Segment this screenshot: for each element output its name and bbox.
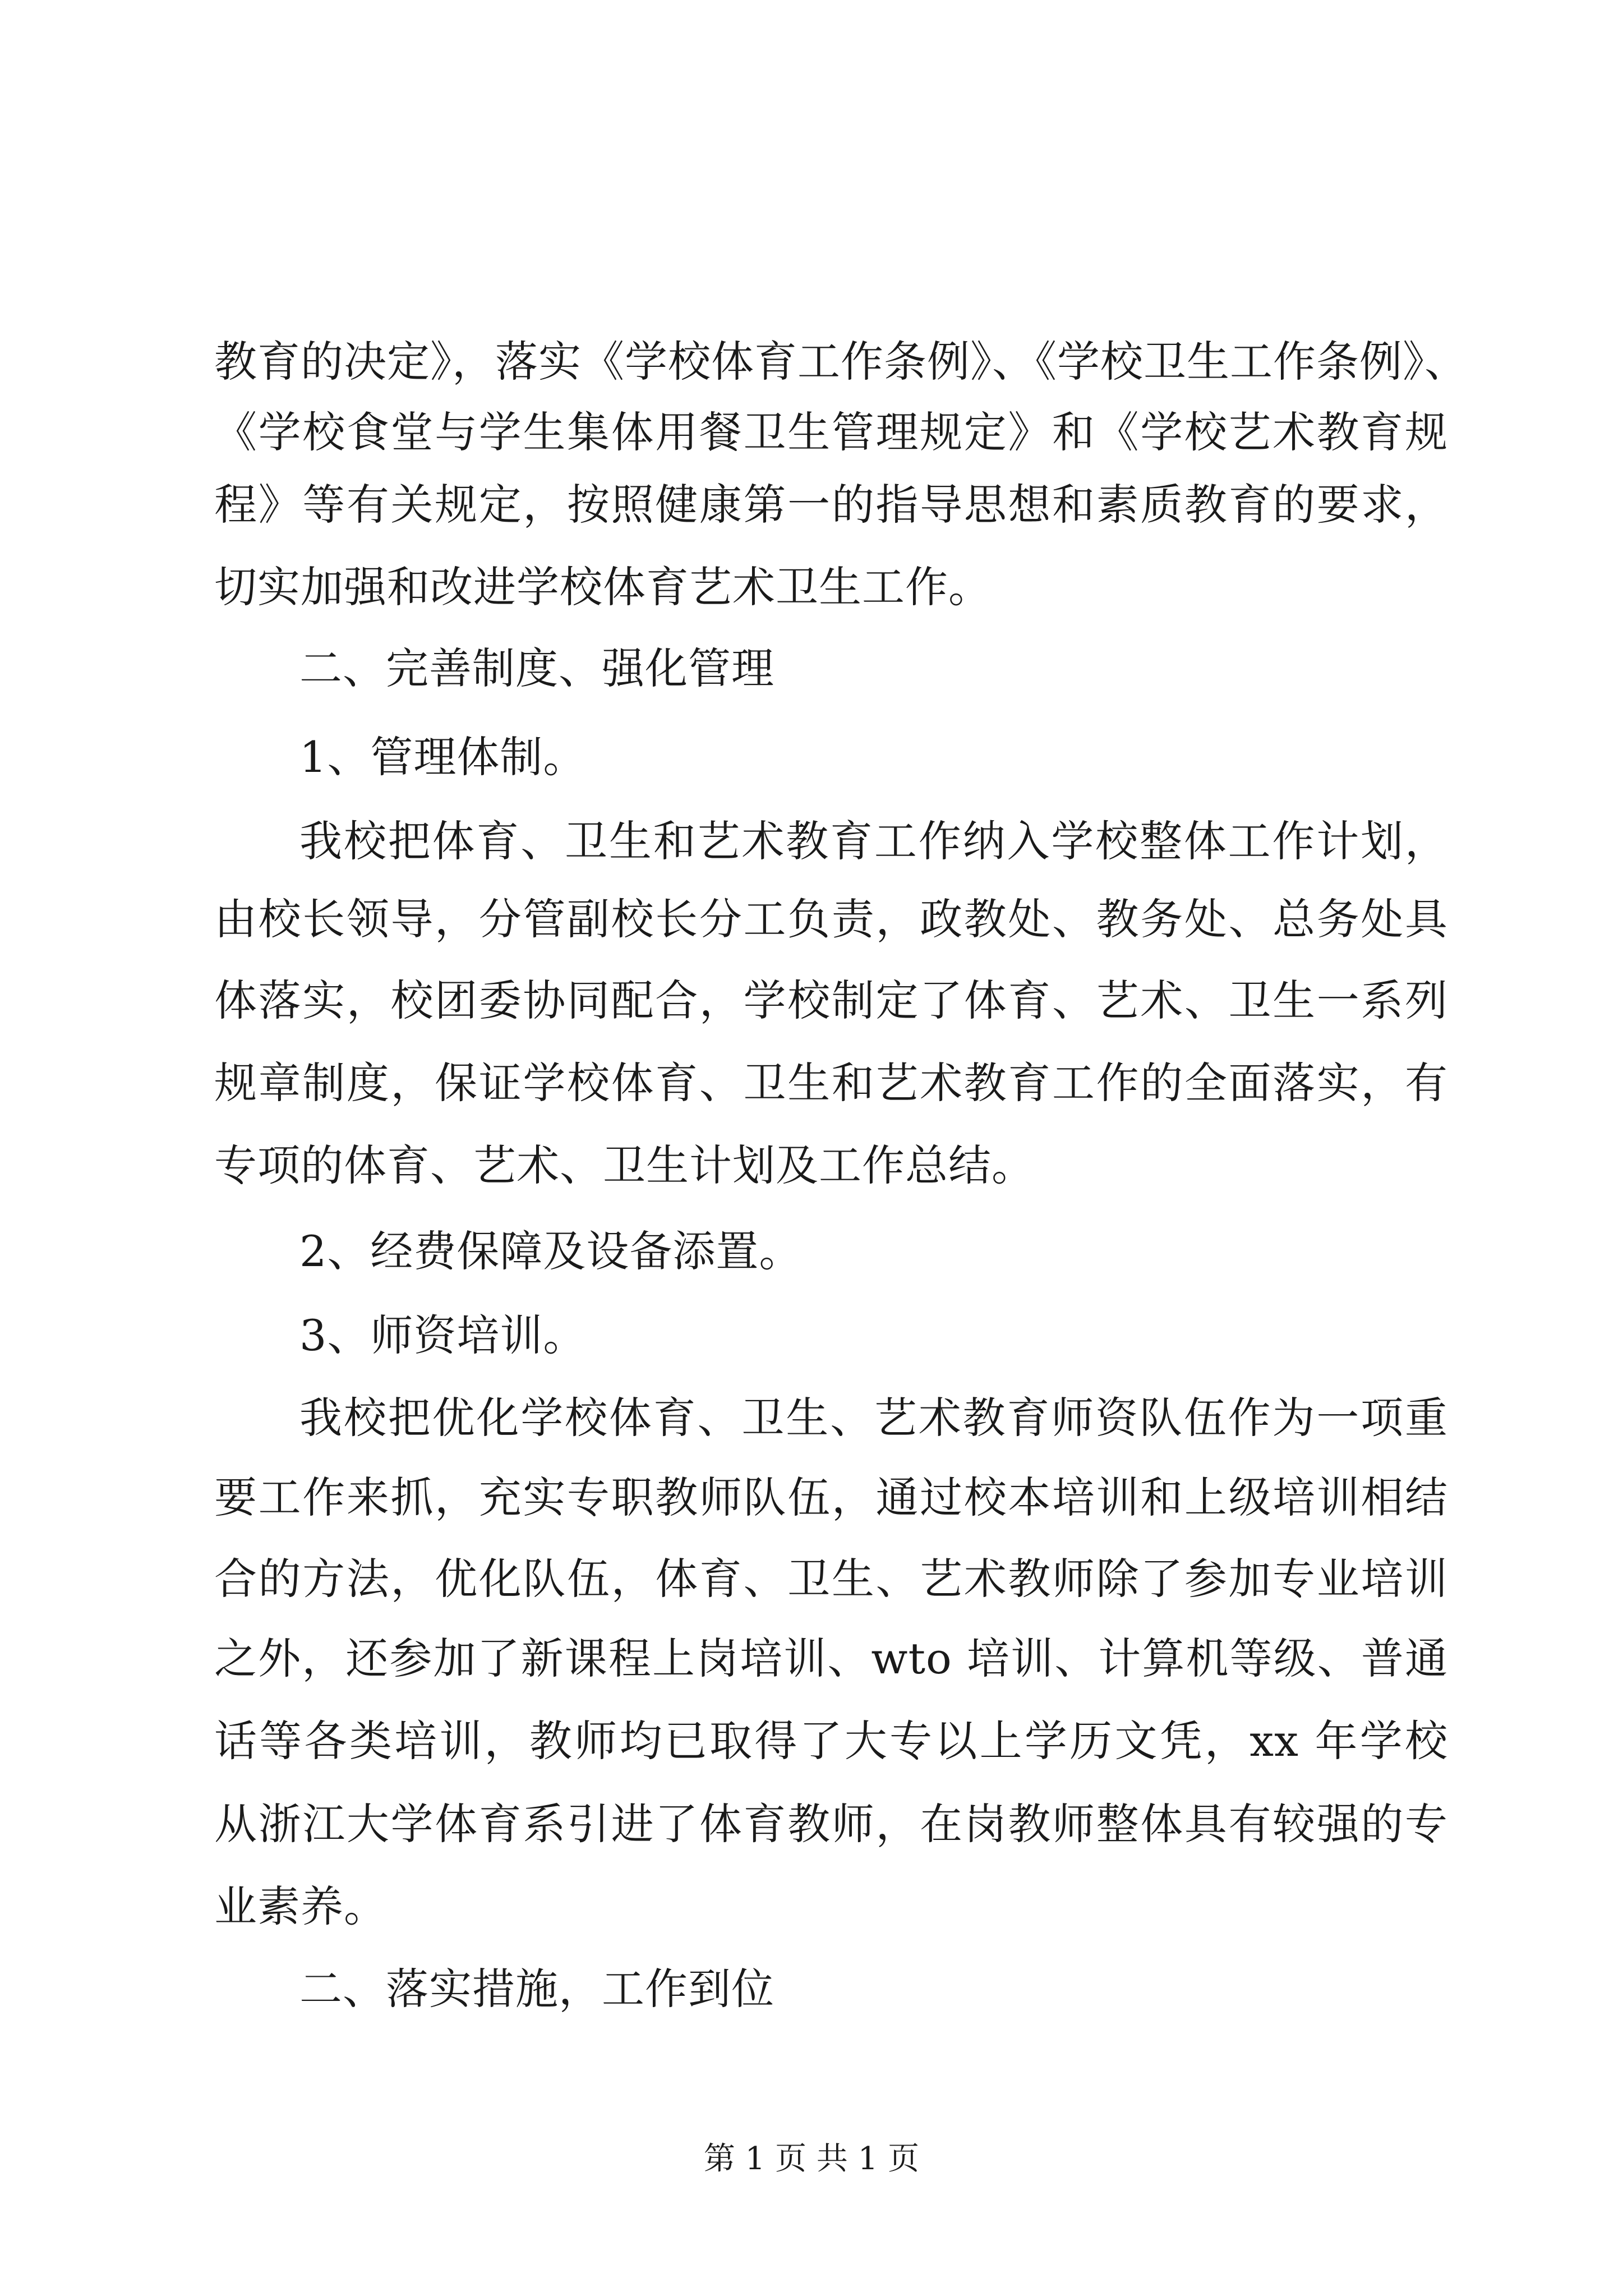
page-footer: 第 1 页 共 1 页 xyxy=(703,2141,920,2177)
paragraph-line: 由校长领导，分管副校长分工负责，政教处、教务处、总务处具 xyxy=(214,894,1448,944)
paragraph-line: 体落实，校团委协同配合，学校制定了体育、艺术、卫生一系列 xyxy=(214,976,1448,1025)
subsection-heading: 2、经费保障及设备添置。 xyxy=(299,1226,803,1276)
subsection-heading: 1、管理体制。 xyxy=(299,732,587,782)
paragraph-line: 《学校食堂与学生集体用餐卫生管理规定》和《学校艺术教育规 xyxy=(214,407,1448,457)
paragraph-line: 规章制度，保证学校体育、卫生和艺术教育工作的全面落实，有 xyxy=(214,1058,1448,1108)
paragraph-line: 我校把体育、卫生和艺术教育工作纳入学校整体工作计划， xyxy=(299,816,1448,866)
paragraph-line: 专项的体育、艺术、卫生计划及工作总结。 xyxy=(214,1140,1035,1190)
section-heading: 二、落实措施，工作到位 xyxy=(299,1964,774,2014)
paragraph-line: 要工作来抓，充实专职教师队伍，通过校本培训和上级培训相结 xyxy=(214,1473,1448,1522)
paragraph-line: 之外，还参加了新课程上岗培训、wto 培训、计算机等级、普通 xyxy=(214,1634,1448,1683)
paragraph-line: 教育的决定》，落实《学校体育工作条例》、《学校卫生工作条例》、 xyxy=(214,337,1468,386)
section-heading: 二、完善制度、强化管理 xyxy=(299,643,774,693)
subsection-heading: 3、师资培训。 xyxy=(299,1310,587,1360)
paragraph-line: 话等各类培训，教师均已取得了大专以上学历文凭，xx 年学校 xyxy=(214,1716,1448,1766)
paragraph-line: 从浙江大学体育系引进了体育教师，在岗教师整体具有较强的专 xyxy=(214,1799,1448,1849)
paragraph-line: 合的方法，优化队伍，体育、卫生、艺术教师除了参加专业培训 xyxy=(214,1554,1448,1604)
paragraph-line: 业素养。 xyxy=(214,1881,387,1931)
paragraph-line: 程》等有关规定，按照健康第一的指导思想和素质教育的要求， xyxy=(214,480,1448,530)
paragraph-line: 我校把优化学校体育、卫生、艺术教育师资队伍作为一项重 xyxy=(299,1393,1448,1443)
paragraph-line: 切实加强和改进学校体育艺术卫生工作。 xyxy=(214,562,992,612)
